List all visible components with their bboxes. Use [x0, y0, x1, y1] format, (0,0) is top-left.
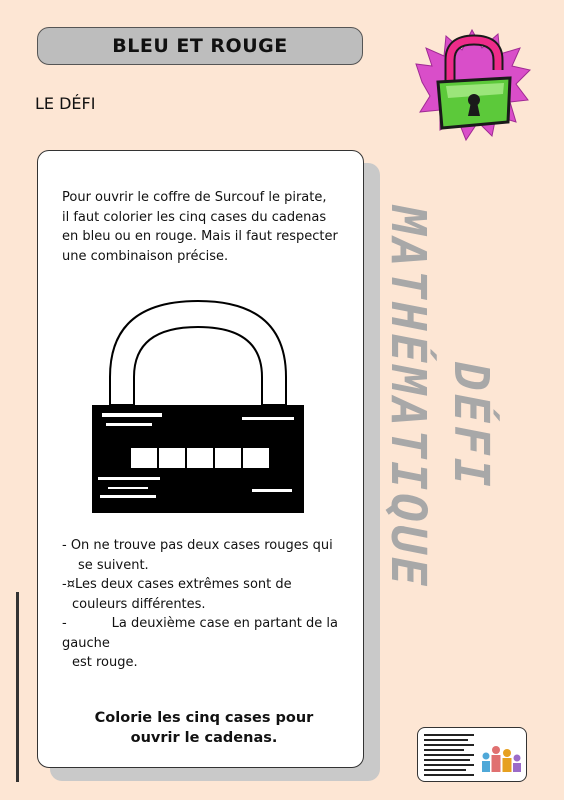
rule-line	[62, 614, 338, 634]
title-box	[37, 27, 363, 65]
rule-line: est rouge.	[72, 655, 138, 670]
lock-cell-4[interactable]	[214, 447, 242, 469]
intro-line: en bleu ou en rouge. Mais il faut respecter	[62, 229, 338, 244]
intro-line: Pour ouvrir le coffre de Surcouf le pirate,	[62, 190, 327, 205]
people-icon	[418, 728, 526, 781]
instruction-line: Colorie les cinq cases pour	[94, 710, 314, 726]
lock-cell-2[interactable]	[158, 447, 186, 469]
margin-bar	[16, 592, 19, 782]
page-subtitle: LE DÉFI	[35, 94, 96, 113]
intro-text	[62, 188, 347, 266]
rule-dash: -	[62, 616, 67, 631]
rule-line: gauche	[62, 635, 110, 651]
lock-cell-1[interactable]	[130, 447, 158, 469]
lock-illustration	[92, 297, 304, 517]
rule-text: La deuxième case en partant de la	[111, 616, 338, 631]
lock-cells	[130, 447, 270, 469]
rule-line: -¤Les deux cases extrêmes sont de	[62, 577, 292, 592]
rules-text	[62, 536, 338, 673]
rule-line: couleurs différentes.	[72, 596, 206, 612]
rule-line: - On ne trouve pas deux cases rouges qui	[62, 538, 333, 553]
padlock-icon	[412, 22, 532, 142]
instruction-line: ouvrir le cadenas.	[130, 730, 278, 746]
vertical-word-defi: DÉFI	[443, 362, 499, 490]
intro-line: une combinaison précise.	[62, 248, 229, 264]
rule-line: se suivent.	[78, 557, 149, 573]
footer-badge	[417, 727, 527, 782]
lock-cell-5[interactable]	[242, 447, 270, 469]
lock-cell-3[interactable]	[186, 447, 214, 469]
intro-line: il faut colorier les cinq cases du cadenas	[62, 209, 327, 225]
instruction-text	[62, 708, 346, 748]
page-title: BLEU ET ROUGE	[112, 35, 288, 57]
vertical-word-mathematique: MATHÉMATIQUE	[380, 206, 436, 589]
